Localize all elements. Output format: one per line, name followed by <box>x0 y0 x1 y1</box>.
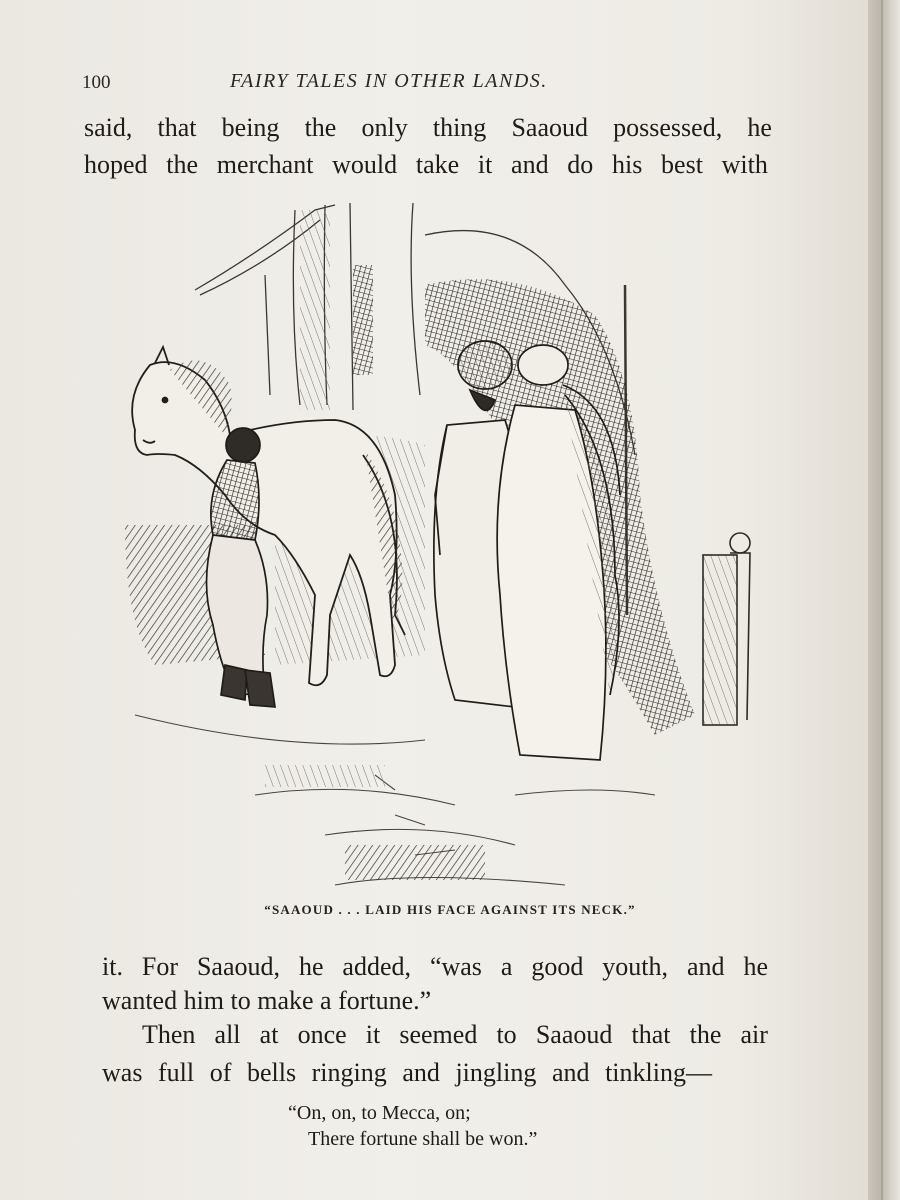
word: tinkling— <box>605 1058 712 1087</box>
illustration-caption: “SAAOUD . . . LAID HIS FACE AGAINST ITS NECK.” <box>264 902 636 917</box>
word: Saaoud <box>535 1020 613 1049</box>
word: take <box>415 150 460 179</box>
word: would <box>332 150 398 179</box>
word: possessed, <box>613 113 723 142</box>
word: and <box>551 1058 590 1087</box>
word: all <box>214 1020 241 1049</box>
word: of <box>209 1058 232 1087</box>
text-line-top-1 <box>84 113 772 143</box>
word: only <box>361 113 408 142</box>
word: do <box>567 150 594 179</box>
word: it <box>477 150 493 179</box>
word: best <box>661 150 703 179</box>
text-line-bottom-1 <box>102 952 768 982</box>
book-gutter <box>868 0 900 1200</box>
word: was <box>102 1058 143 1087</box>
word: said, <box>84 113 133 142</box>
word: Saaoud, <box>196 952 280 981</box>
post <box>703 533 750 725</box>
word: it. <box>102 952 123 981</box>
word: merchant <box>216 150 314 179</box>
word: once <box>297 1020 347 1049</box>
word: at <box>259 1020 279 1049</box>
running-head <box>80 68 780 98</box>
word: bells <box>246 1058 297 1087</box>
word: ringing <box>311 1058 387 1087</box>
word: his <box>611 150 643 179</box>
verse-line-2: There fortune shall be won.” <box>308 1128 538 1150</box>
word: thing <box>432 113 487 142</box>
verse-line-1: “On, on, to Mecca, on; <box>288 1102 471 1124</box>
text-line-bottom-2: wanted him to make a fortune.” <box>102 986 432 1015</box>
word: to <box>496 1020 517 1049</box>
word: air <box>740 1020 768 1049</box>
word: good <box>531 952 584 981</box>
word: hoped <box>84 150 148 179</box>
word: it <box>365 1020 381 1049</box>
word: and <box>511 150 549 179</box>
word: a <box>500 952 513 981</box>
text-line-top-2 <box>84 150 768 180</box>
word: and <box>402 1058 440 1087</box>
word: and <box>686 952 725 981</box>
word: that <box>157 113 197 142</box>
word: he <box>298 952 324 981</box>
word: For <box>141 952 179 981</box>
word: added, <box>342 952 412 981</box>
word: jingling <box>455 1058 537 1087</box>
word: the <box>689 1020 722 1049</box>
engraving-illustration <box>95 195 775 895</box>
text-line-bottom-4 <box>102 1058 712 1088</box>
word: he <box>743 952 768 981</box>
text-line-bottom-3 <box>142 1020 768 1050</box>
word: he <box>747 113 772 142</box>
word: Saaoud <box>511 113 588 142</box>
word: the <box>304 113 337 142</box>
running-title: FAIRY TALES IN OTHER LANDS. <box>230 70 548 92</box>
word: with <box>721 150 768 179</box>
gutter-edge <box>881 0 883 1200</box>
word: full <box>158 1058 195 1087</box>
word: seemed <box>399 1020 478 1049</box>
word: that <box>631 1020 671 1049</box>
word: “was <box>429 952 482 981</box>
word: being <box>221 113 280 142</box>
page-number: 100 <box>82 72 111 93</box>
word: youth, <box>602 952 669 981</box>
word: the <box>166 150 199 179</box>
word: Then <box>142 1020 196 1049</box>
